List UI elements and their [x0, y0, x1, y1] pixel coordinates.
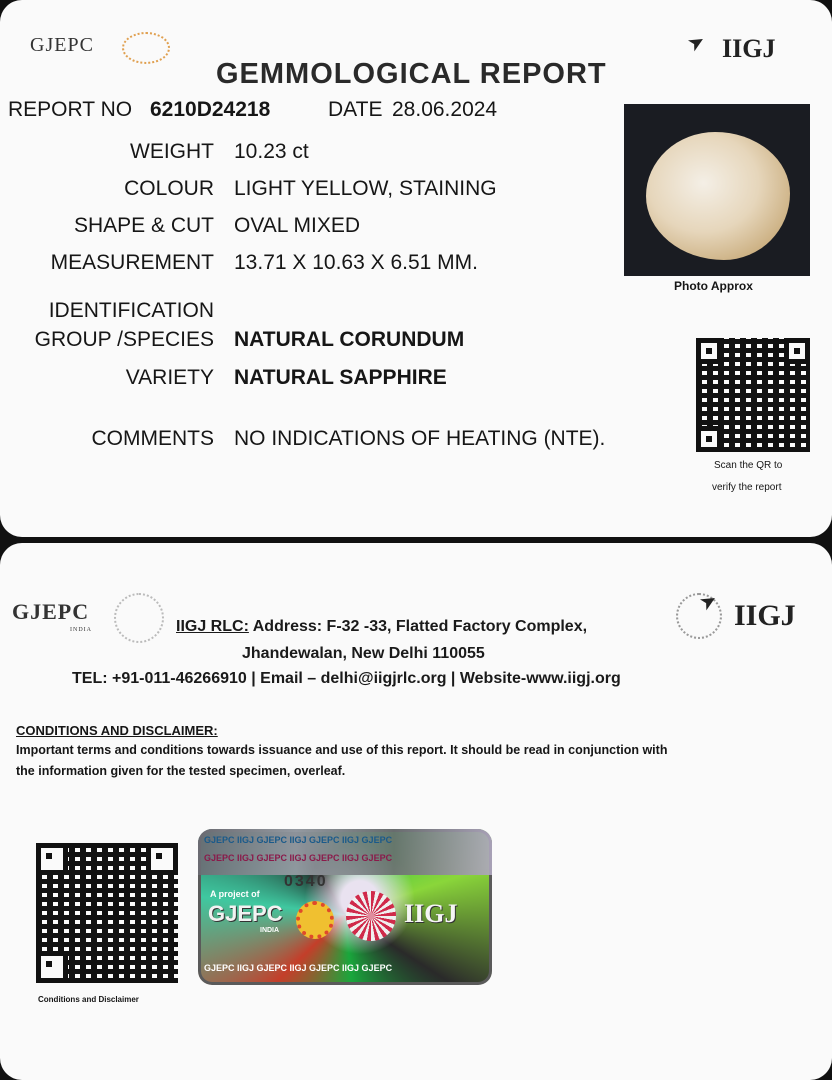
shape-cut-label: SHAPE & CUT [73, 214, 214, 237]
contact-line: TEL: +91-011-46266910 | Email – delhi@iigjrlc.org | Website-www.iigj.org [72, 670, 621, 687]
hologram-india: INDIA [260, 927, 280, 934]
gjepc-emblem-icon [114, 593, 164, 643]
report-front-card [0, 0, 832, 537]
photo-caption: Photo Approx [674, 279, 753, 293]
qr-caption-line2: verify the report [712, 482, 782, 493]
report-back-card [0, 543, 832, 1080]
address-line1 [176, 618, 587, 636]
measurement-value: 13.71 X 10.63 X 6.51 MM. [234, 251, 478, 274]
qr-finder-icon [36, 951, 68, 983]
gjepc-logo: GJEPC [30, 34, 94, 56]
shape-cut-value: OVAL MIXED [234, 214, 361, 237]
hologram-gjepc: GJEPC [208, 901, 283, 926]
gem-image [646, 132, 790, 260]
gem-photo [624, 104, 810, 276]
report-no-value: 6210D24218 [150, 98, 271, 121]
address-line2: Jhandewalan, New Delhi 110055 [242, 645, 485, 662]
conditions-qr-caption: Conditions and Disclaimer [38, 995, 139, 1004]
comments-label: COMMENTS [91, 427, 214, 450]
qr-finder-icon [36, 843, 68, 875]
group-species-value: NATURAL CORUNDUM [234, 328, 465, 351]
hologram-repeat-text: GJEPC IIGJ GJEPC IIGJ GJEPC IIGJ GJEPC [204, 963, 393, 973]
gjepc-logo: GJEPC [12, 599, 90, 624]
conditions-line1: Important terms and conditions towards issuance and use of this report. It should be read in conjunction with [16, 743, 668, 757]
report-no-label: REPORT NO [8, 98, 133, 121]
measurement-label: MEASUREMENT [50, 251, 214, 274]
hologram-iigj: IIGJ [404, 899, 458, 928]
hologram-project-label: A project of [210, 889, 260, 899]
conditions-qr-code[interactable] [36, 843, 178, 983]
qr-finder-icon [696, 338, 722, 364]
colour-value: LIGHT YELLOW, STAINING [234, 177, 497, 200]
comments-value: NO INDICATIONS OF HEATING (NTE). [234, 427, 606, 450]
qr-finder-icon [784, 338, 810, 364]
iigj-flower-icon [346, 891, 396, 941]
hologram-repeat-text: GJEPC IIGJ GJEPC IIGJ GJEPC IIGJ GJEPC [204, 835, 393, 845]
iigj-arrow-icon: ➤ [683, 29, 710, 57]
iigj-logo: IIGJ [722, 34, 776, 63]
variety-label: VARIETY [125, 366, 214, 389]
gjepc-emblem-icon [296, 901, 334, 939]
colour-label: COLOUR [124, 177, 214, 200]
conditions-title: CONDITIONS AND DISCLAIMER: [16, 723, 218, 738]
group-species-label: GROUP /SPECIES [34, 328, 214, 351]
address-label: IIGJ RLC: [176, 618, 249, 635]
gjepc-emblem-icon [122, 32, 170, 64]
hologram-repeat-text: GJEPC IIGJ GJEPC IIGJ GJEPC IIGJ GJEPC [204, 853, 393, 863]
address-text: Address: F-32 -33, Flatted Factory Complex, [248, 618, 588, 635]
report-title: GEMMOLOGICAL REPORT [216, 58, 607, 90]
hologram-serial: 0340 [284, 873, 328, 890]
qr-finder-icon [696, 426, 722, 452]
qr-caption-line1: Scan the QR to [714, 460, 783, 471]
iigj-logo: IIGJ [734, 599, 796, 632]
iigj-arrow-icon: ➤ [695, 588, 722, 616]
identification-label: IDENTIFICATION [48, 299, 214, 322]
security-hologram [198, 829, 492, 985]
verify-qr-code[interactable] [696, 338, 810, 452]
conditions-line2: the information given for the tested specimen, overleaf. [16, 764, 346, 778]
weight-label: WEIGHT [130, 140, 214, 163]
qr-finder-icon [146, 843, 178, 875]
gjepc-india-label: INDIA [70, 627, 92, 633]
date-label: DATE [328, 98, 383, 121]
variety-value: NATURAL SAPPHIRE [234, 366, 447, 389]
weight-value: 10.23 ct [234, 140, 309, 163]
date-value: 28.06.2024 [392, 98, 498, 121]
